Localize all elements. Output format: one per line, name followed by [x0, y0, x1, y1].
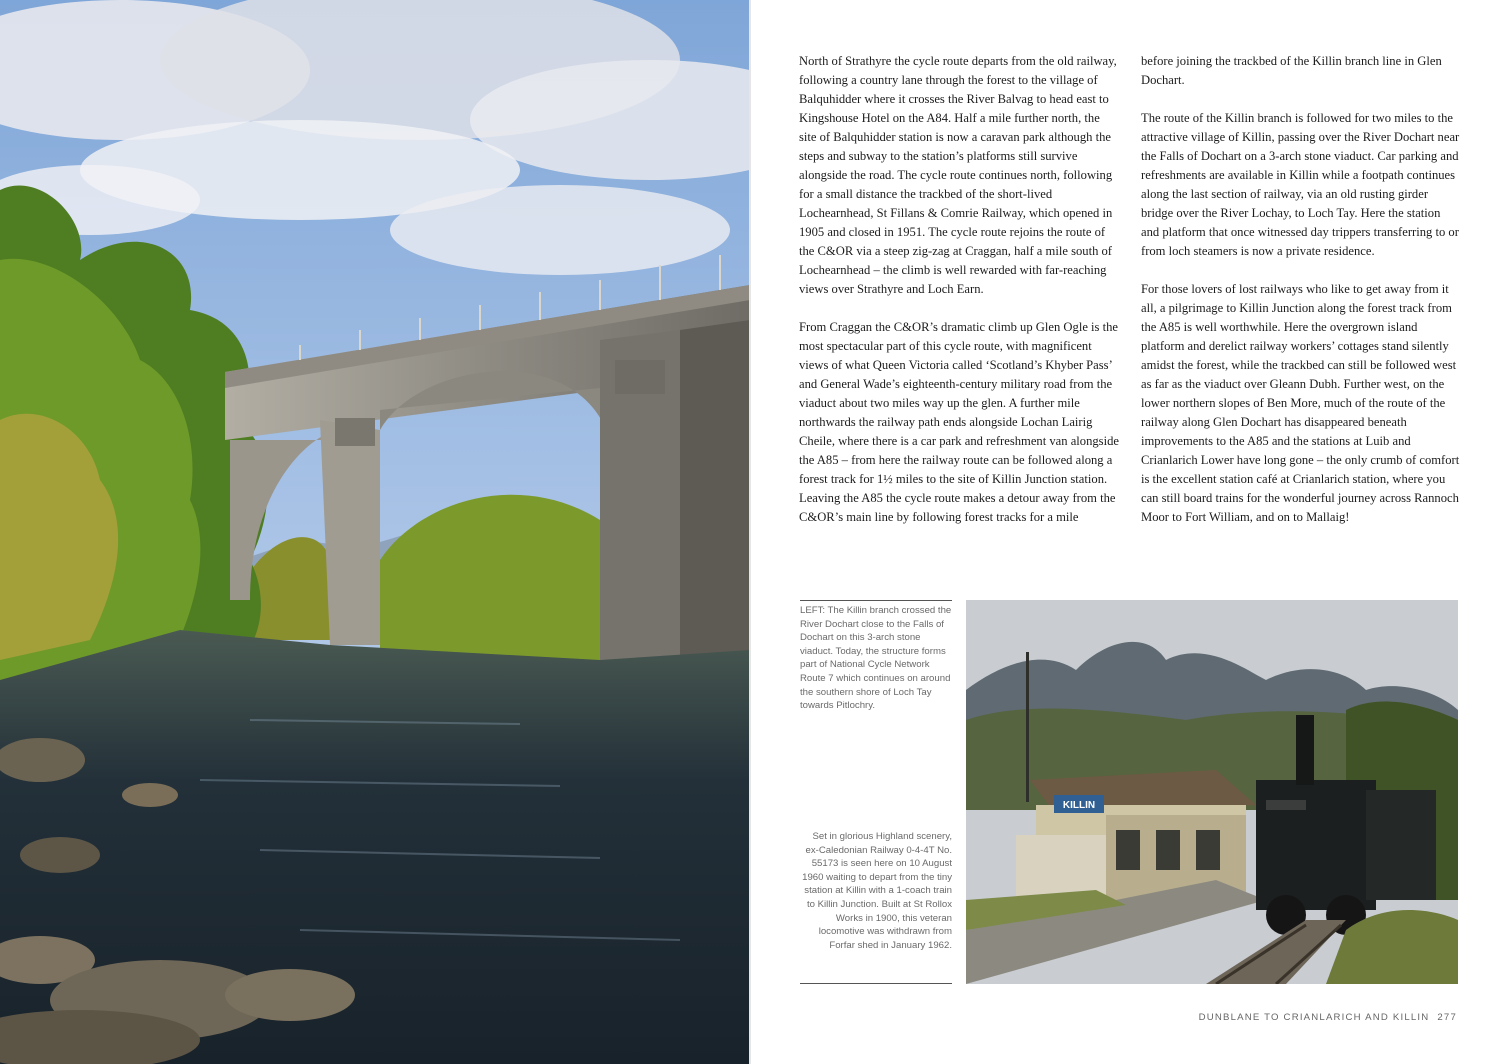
station-sign-text: KILLIN: [1062, 800, 1096, 811]
body-column-left: [799, 52, 1119, 546]
paragraph: From Craggan the C&OR’s dramatic climb up Glen Ogle is the most spectacular part of this cycle route, with magnificent views of what Queen Victoria called ‘Scotland’s Khyber Pass’ and General Wade’s eighteenth-century military road from the viaduct about two miles way up the glen. A further mile northwards the railway path ends alongside Lochan Lairig Cheile, where there is a car park and refreshment van alongside the A85 – from here the railway route can be followed along a forest track for 1½ miles to the site of Killin Junction station. Leaving the A85 the cycle route makes a detour away from the C&OR’s main line by following forest tracks for a mile: [799, 320, 1119, 524]
running-head: DUNBLANE TO CRIANLARICH AND KILLIN: [1198, 1012, 1430, 1023]
paragraph: The route of the Killin branch is followed for two miles to the attractive village of Killin, passing over the River Dochart near the Falls of Dochart on a 3-arch stone viaduct. Car parking and refreshments are available in Killin while a footpath continues along the last section of railway, via an old rusting girder bridge over the River Lochay, to Loch Tay. Here the station and platform that once witnessed day trippers transferring to or from loch steamers is now a private residence.: [1141, 111, 1460, 258]
page-folio: [1199, 1012, 1457, 1023]
paragraph: North of Strathyre the cycle route departs from the old railway, following a country lane through the forest to the village of Balquhidder where it crosses the River Balvag to head east to Kingshouse Hotel on the A84. Half a mile further north, the site of Balquhidder station is now a caravan park although the steps and subway to the station’s platforms still survive alongside the road. The cycle route continues north, following for a small distance the trackbed of the short-lived Lochearnhead, St Fillans & Comrie Railway, which opened in 1905 and closed in 1951. The cycle route rejoins the route of the C&OR via a steep zig-zag at Craggan, half a mile south of Lochearnhead – the climb is well rewarded with far-reaching views over Strathyre and Loch Earn.: [799, 54, 1117, 296]
page-number: 277: [1437, 1012, 1457, 1023]
body-column-right: [1141, 52, 1461, 546]
page-gutter: [749, 0, 751, 1064]
caption-rule-top: [800, 600, 952, 601]
paragraph: For those lovers of lost railways who like to get away from it all, a pilgrimage to Killin Junction along the forest track from the A85 is well worthwhile. Here the overgrown island platform and derelict railway workers’ cottages stand silently amidst the forest, while the trackbed can still be followed west as far as the viaduct over Gleann Dubh. Further west, on the lower northern slopes of Ben More, much of the route of the railway along Glen Dochart has disappeared beneath improvements to the A85 and the stations at Luib and Crianlarich Lower have long gone – the only crumb of comfort is the excellent station café at Crianlarich station, where you can still board trains for the wonderful journey across Rannoch Moor to Fort William, and on to Mallaig!: [1141, 282, 1460, 524]
killin-station-photo: [966, 600, 1458, 984]
caption-right-photo: Set in glorious Highland scenery, ex-Caledonian Railway 0-4-4T No. 55173 is seen here on 10 August 1960 waiting to depart from the tiny station at Killin with a 1-coach train to Killin Junction. Built at St Rollox Works in 1900, this veteran locomotive was withdrawn from Forfar shed in January 1962.: [802, 831, 952, 951]
caption-left-photo: LEFT: The Killin branch crossed the River Dochart close to the Falls of Dochart on this 3-arch stone viaduct. Today, the structure forms part of National Cycle Network Route 7 which continues on around the southern shore of Loch Tay towards Pitlochry.: [800, 605, 952, 712]
killin-station-illustration: [966, 600, 1458, 984]
paragraph: before joining the trackbed of the Killin branch line in Glen Dochart.: [1141, 54, 1442, 87]
caption-rule-bottom: [800, 983, 952, 984]
